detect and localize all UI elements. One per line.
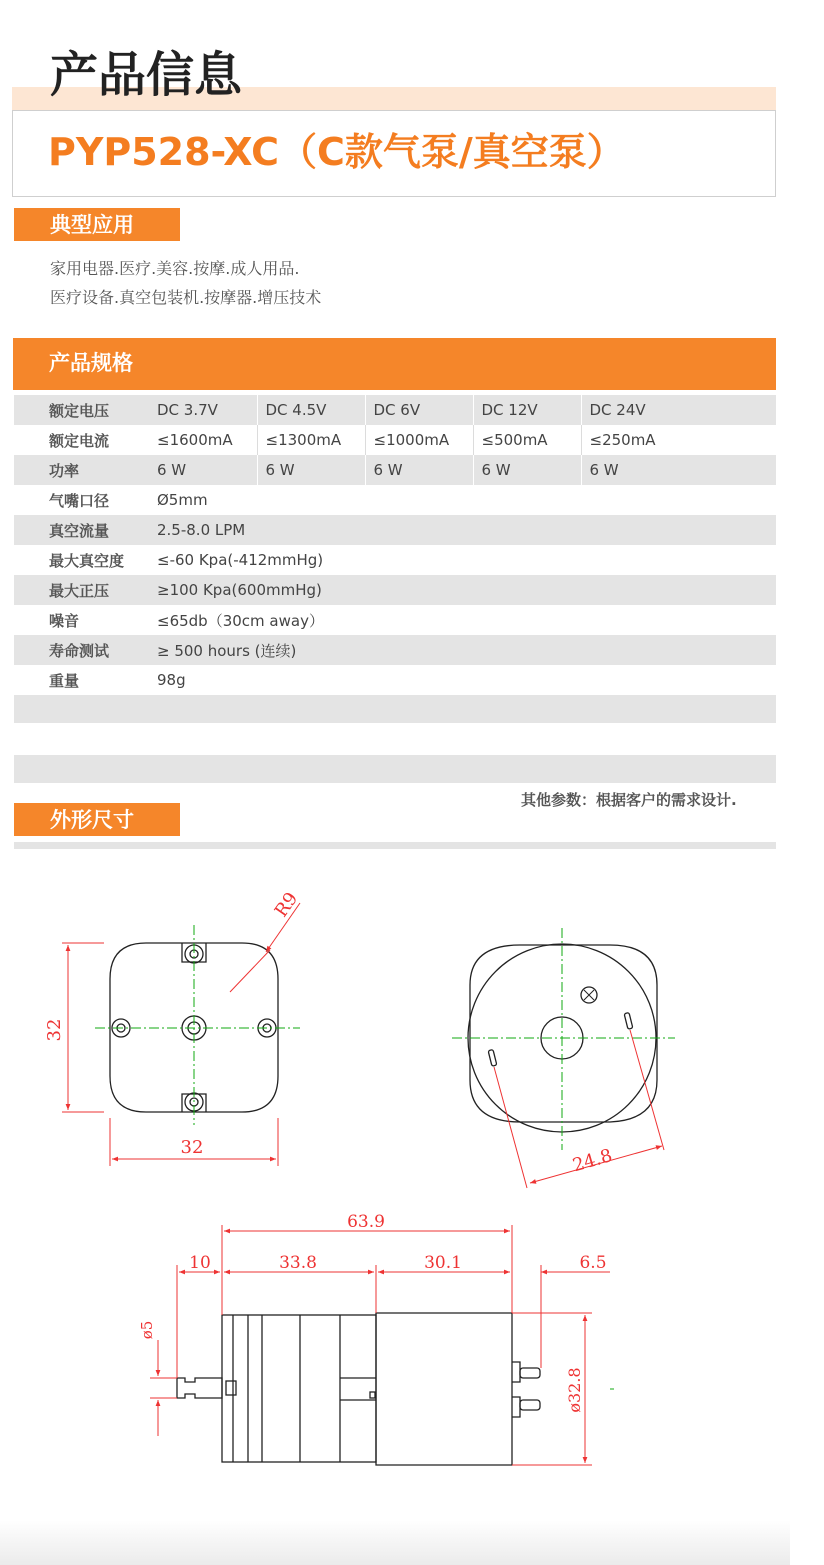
- spec-label: 功率: [14, 455, 149, 485]
- nozzle-length-label: 10: [189, 1253, 211, 1273]
- spec-value: DC 3.7V: [149, 395, 257, 425]
- spec-value: DC 12V: [473, 395, 581, 425]
- spec-value: ≤-60 Kpa(-412mmHg): [157, 551, 324, 569]
- specs-section-title: 产品规格: [49, 351, 133, 375]
- spec-table: [14, 395, 776, 695]
- table-row: [14, 455, 776, 485]
- side-dimension-lines: [150, 1225, 610, 1465]
- spec-value: ≤1300mA: [257, 425, 365, 455]
- dimension-drawing: [0, 850, 824, 1520]
- spec-value: 6 W: [365, 455, 473, 485]
- model-name: PYP528-XC（C款气泵/真空泵）: [48, 130, 625, 174]
- spec-label: 重量: [49, 671, 80, 690]
- application-line-1: 家用电器.医疗.美容.按摩.成人用品.: [50, 259, 300, 278]
- spec-value: Ø5mm: [157, 491, 208, 509]
- spec-label: 寿命测试: [14, 635, 149, 665]
- table-row: [14, 485, 776, 515]
- spec-value: 6 W: [473, 455, 581, 485]
- table-row: [14, 545, 776, 575]
- spec-value: ≥100 Kpa(600mmHg): [149, 575, 776, 605]
- table-row: [14, 395, 776, 425]
- spec-value: 6 W: [257, 455, 365, 485]
- dimensions-section-tag: 外形尺寸: [14, 803, 180, 836]
- spec-value: ≤1000mA: [365, 425, 473, 455]
- table-row: [14, 575, 776, 605]
- section-divider: [14, 842, 776, 849]
- spec-label: 额定电压: [14, 395, 149, 425]
- bottom-fade: [0, 1520, 790, 1565]
- spec-value: ≤65db（30cm away）: [157, 611, 324, 630]
- table-row: [14, 635, 776, 665]
- spec-value: ≤250mA: [581, 425, 776, 455]
- spec-value: DC 4.5V: [257, 395, 365, 425]
- spec-value: ≤1600mA: [157, 431, 233, 449]
- spec-value: 98g: [157, 671, 186, 689]
- front-width-label: 32: [180, 1137, 204, 1158]
- table-row: [14, 605, 776, 635]
- corner-radius-label: R9: [270, 888, 303, 922]
- front-height-label: 32: [44, 1018, 65, 1042]
- terminal-length-label: 6.5: [579, 1253, 607, 1273]
- spec-value: DC 6V: [365, 395, 473, 425]
- table-row: [14, 515, 776, 545]
- spec-value: 6 W: [581, 455, 776, 485]
- other-params-note: 其他参数：根据客户的需求设计.: [521, 791, 737, 809]
- side-view: [177, 1313, 540, 1465]
- rear-centerlines: [452, 928, 675, 1150]
- empty-spec-row: [14, 695, 776, 723]
- pump-head-length-label: 33.8: [279, 1253, 317, 1273]
- terminal-spacing-label: 24.8: [570, 1145, 615, 1177]
- empty-spec-row: [14, 755, 776, 783]
- application-section-tag: 典型应用: [14, 208, 180, 241]
- nozzle-diameter-label: ø5: [138, 1320, 156, 1340]
- spec-value: DC 24V: [581, 395, 776, 425]
- total-length-label: 63.9: [347, 1212, 385, 1232]
- application-line-2: 医疗设备.真空包装机.按摩器.增压技术: [50, 288, 322, 307]
- table-row: [14, 425, 776, 455]
- motor-length-label: 30.1: [424, 1253, 462, 1273]
- page-title: 产品信息: [50, 47, 243, 103]
- spec-value: ≤500mA: [473, 425, 581, 455]
- table-row: [14, 665, 776, 695]
- spec-label: 噪音: [49, 611, 80, 630]
- spec-value: 6 W: [149, 455, 257, 485]
- spec-label: 气嘴口径: [49, 491, 110, 510]
- spec-label: 最大正压: [14, 575, 149, 605]
- spec-label: 额定电流: [49, 431, 110, 450]
- spec-value: 2.5-8.0 LPM: [149, 515, 776, 545]
- spec-label: 真空流量: [14, 515, 149, 545]
- spec-value: ≥ 500 hours (连续): [149, 635, 776, 665]
- spec-label: 最大真空度: [49, 551, 125, 570]
- motor-diameter-label: ø32.8: [565, 1367, 584, 1413]
